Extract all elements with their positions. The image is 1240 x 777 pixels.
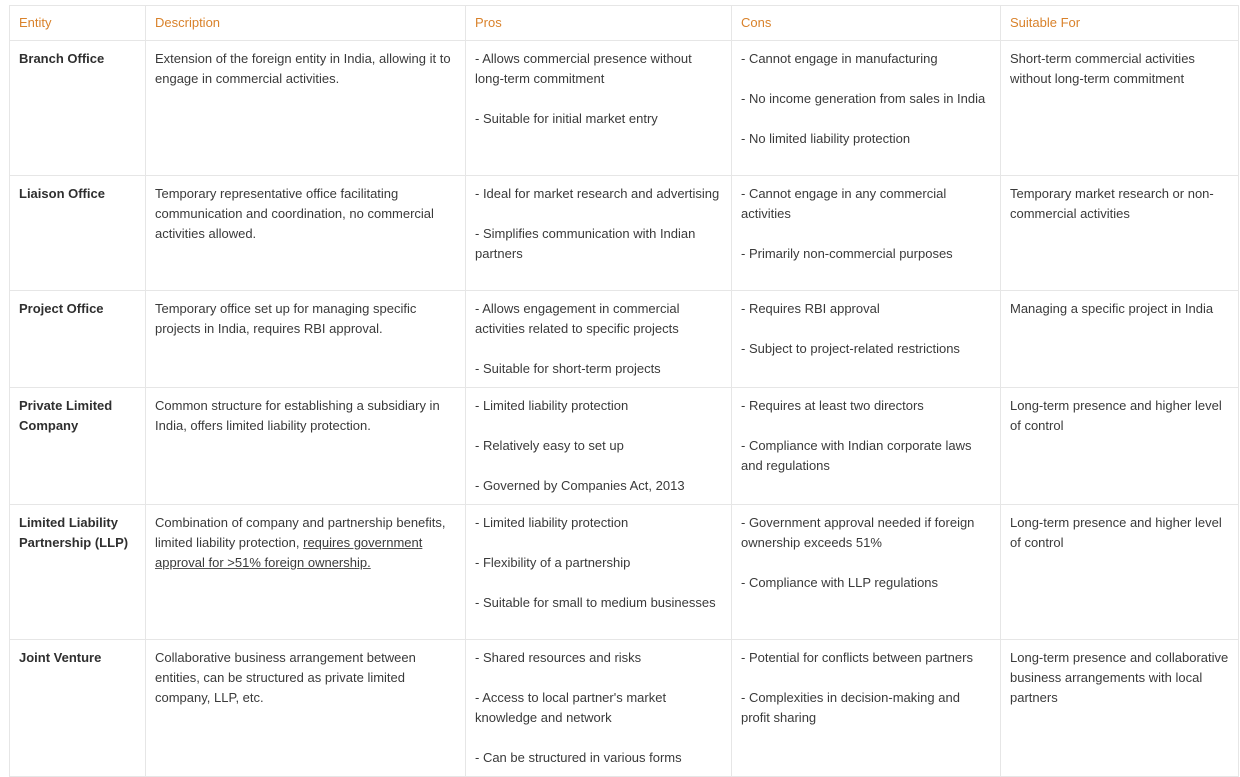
con-item: - Complexities in decision-making and profit sharing [741, 690, 960, 725]
pro-item: - Governed by Companies Act, 2013 [475, 478, 685, 493]
con-item: - Potential for conflicts between partners [741, 650, 973, 665]
suitable-for-cell: Temporary market research or non-commercial activities [1001, 176, 1239, 291]
table-header-row [10, 6, 1239, 41]
pro-item: - Suitable for initial market entry [475, 111, 658, 126]
pros-cell [466, 41, 732, 176]
entity-cell: Private Limited Company [10, 388, 146, 505]
header-entity: Entity [10, 6, 146, 41]
entity-cell: Limited Liability Partnership (LLP) [10, 505, 146, 640]
cons-cell [732, 505, 1001, 640]
pros-cell [466, 176, 732, 291]
cons-cell [732, 41, 1001, 176]
pro-item: - Flexibility of a partnership [475, 555, 631, 570]
description-cell: Collaborative business arrangement between entities, can be structured as private limited company, LLP, etc. [146, 640, 466, 777]
pros-cell [466, 640, 732, 777]
description-cell [146, 505, 466, 640]
header-cons: Cons [732, 6, 1001, 41]
pros-cell [466, 291, 732, 388]
pro-item: - Suitable for small to medium businesses [475, 595, 716, 610]
table-row [10, 41, 1239, 176]
con-item: - Compliance with LLP regulations [741, 575, 939, 590]
pro-item: - Relatively easy to set up [475, 438, 624, 453]
con-item: - Government approval needed if foreign ownership exceeds 51% [741, 515, 975, 550]
pro-item: - Limited liability protection [475, 515, 629, 530]
cons-cell [732, 176, 1001, 291]
description-underlined-text: requires government approval for >51% foreign ownership. [155, 535, 423, 570]
pro-item: - Access to local partner's market knowledge and network [475, 690, 667, 725]
cons-cell [732, 640, 1001, 777]
table-row [10, 291, 1239, 388]
entity-cell: Branch Office [10, 41, 146, 176]
entity-comparison-table [9, 5, 1239, 777]
con-item: - Requires RBI approval [741, 301, 880, 316]
pro-item: - Ideal for market research and advertising [475, 186, 720, 201]
pros-cell [466, 505, 732, 640]
header-suitable-for: Suitable For [1001, 6, 1239, 41]
con-item: - Requires at least two directors [741, 398, 924, 413]
pro-item: - Limited liability protection [475, 398, 629, 413]
pro-item: - Shared resources and risks [475, 650, 642, 665]
con-item: - Cannot engage in manufacturing [741, 51, 938, 66]
table-row [10, 505, 1239, 640]
suitable-for-cell: Short-term commercial activities without long-term commitment [1001, 41, 1239, 176]
con-item: - Primarily non-commercial purposes [741, 246, 953, 261]
table-row [10, 640, 1239, 777]
suitable-for-cell: Long-term presence and higher level of control [1001, 388, 1239, 505]
pro-item: - Suitable for short-term projects [475, 361, 661, 376]
cons-cell [732, 388, 1001, 505]
con-item: - No limited liability protection [741, 131, 911, 146]
entity-cell: Project Office [10, 291, 146, 388]
entity-cell: Liaison Office [10, 176, 146, 291]
con-item: - No income generation from sales in India [741, 91, 986, 106]
pros-cell [466, 388, 732, 505]
comparison-table-container [9, 5, 1238, 777]
header-description: Description [146, 6, 466, 41]
pro-item: - Simplifies communication with Indian partners [475, 226, 696, 261]
con-item: - Cannot engage in any commercial activities [741, 186, 947, 221]
table-row [10, 176, 1239, 291]
suitable-for-cell: Long-term presence and higher level of control [1001, 505, 1239, 640]
entity-cell: Joint Venture [10, 640, 146, 777]
header-pros: Pros [466, 6, 732, 41]
con-item: - Compliance with Indian corporate laws and regulations [741, 438, 972, 473]
pro-item: - Can be structured in various forms [475, 750, 682, 765]
description-cell: Common structure for establishing a subsidiary in India, offers limited liability protection. [146, 388, 466, 505]
table-row [10, 388, 1239, 505]
pro-item: - Allows engagement in commercial activities related to specific projects [475, 301, 680, 336]
description-text: Combination of company and partnership benefits, limited liability protection, [155, 515, 446, 550]
suitable-for-cell: Managing a specific project in India [1001, 291, 1239, 388]
description-cell: Extension of the foreign entity in India, allowing it to engage in commercial activities. [146, 41, 466, 176]
suitable-for-cell: Long-term presence and collaborative business arrangements with local partners [1001, 640, 1239, 777]
con-item: - Subject to project-related restrictions [741, 341, 960, 356]
description-cell: Temporary representative office facilitating communication and coordination, no commercial activities allowed. [146, 176, 466, 291]
description-cell: Temporary office set up for managing specific projects in India, requires RBI approval. [146, 291, 466, 388]
pro-item: - Allows commercial presence without long-term commitment [475, 51, 692, 86]
cons-cell [732, 291, 1001, 388]
